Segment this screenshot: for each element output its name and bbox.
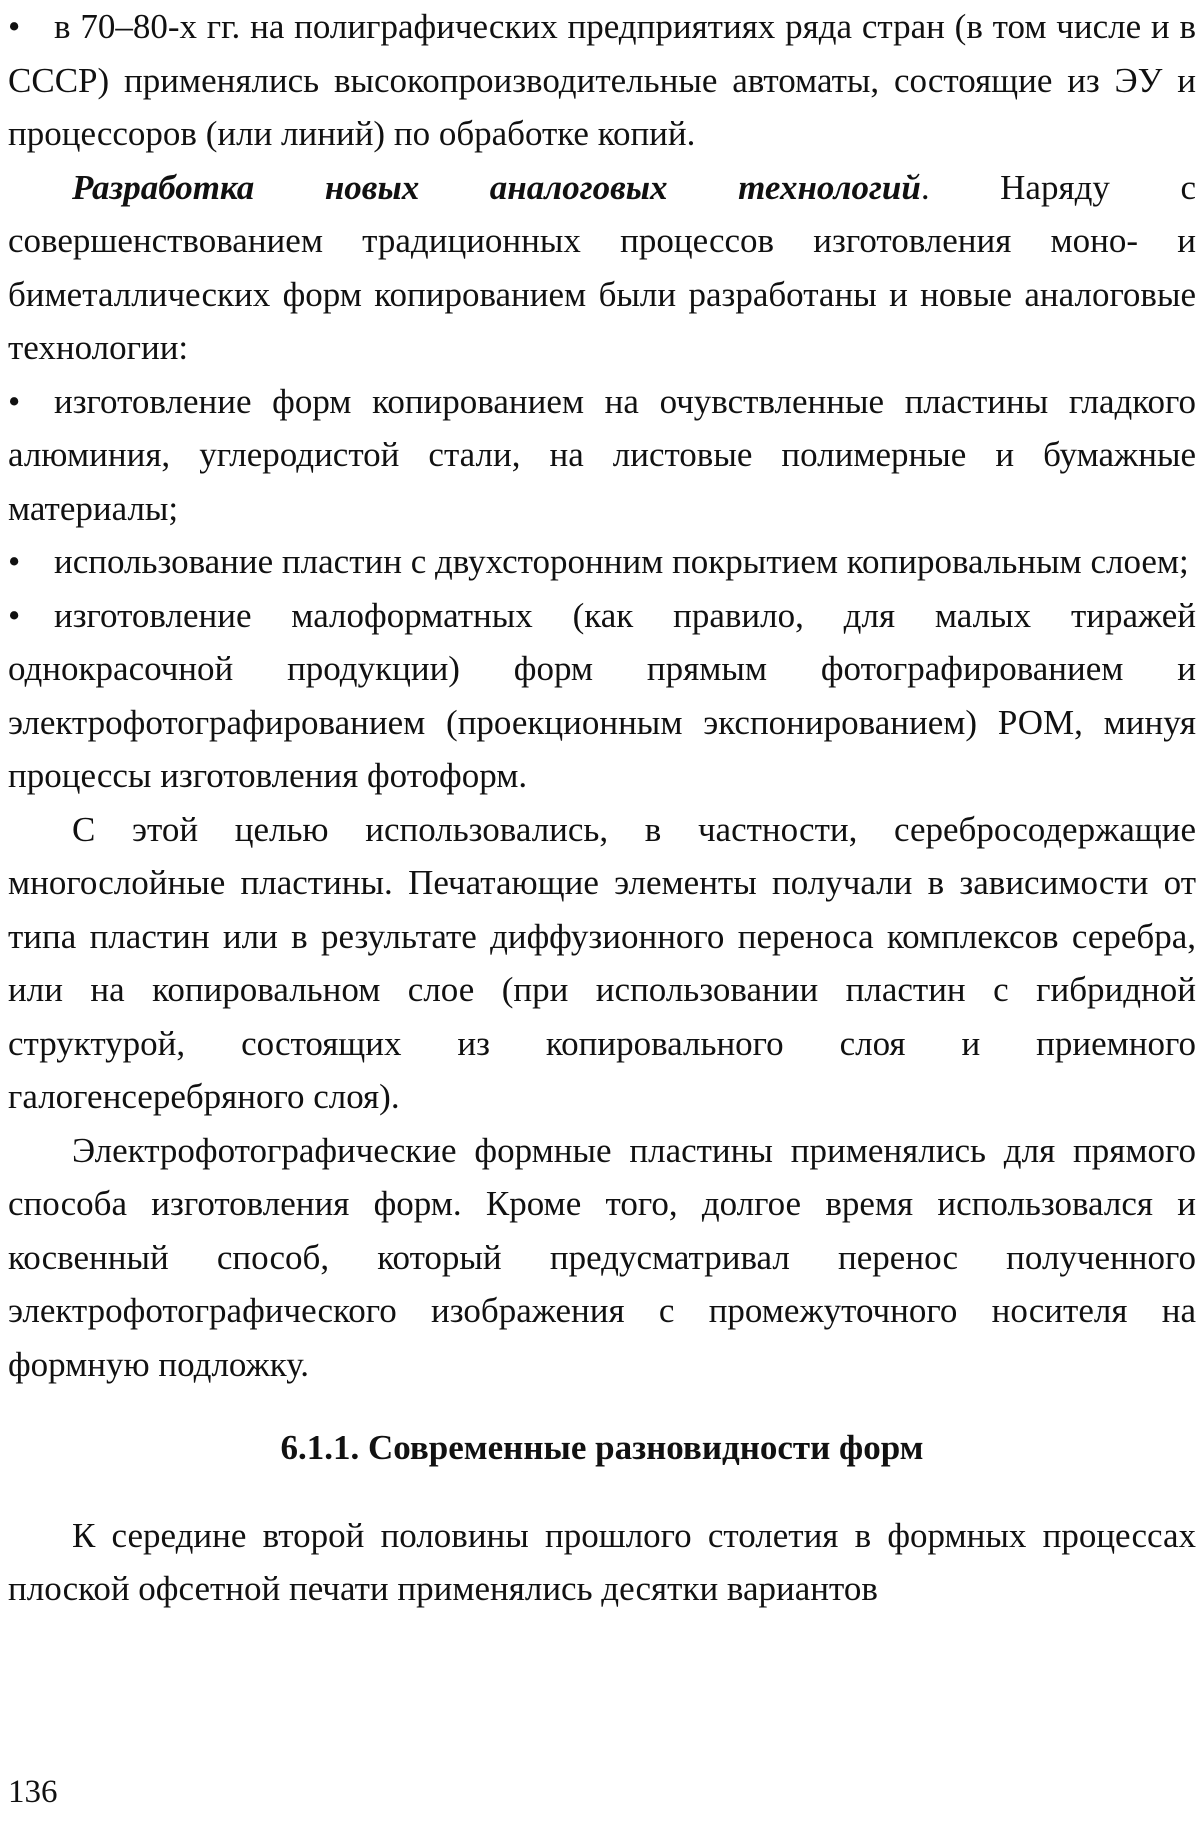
bullet-icon: • [8, 381, 21, 421]
paragraph-silver-plates: С этой целью использовались, в частности, серебросодержащие многослойные пластины. Печатающие элементы получали в зависимости от типа пластин или в результате диффузионного переноса комплексов серебра, или на копировальном слое (при использовании пластин с гибридной структурой, состоящих из копировального слоя и приемного галогенсеребряного слоя). [8, 809, 1196, 1116]
bullet-item-text: изготовление форм копированием на очувствленные пластины гладкого алюминия, углеродистой стали, на листовые полимерные и бумажные материалы; [8, 381, 1196, 528]
page-number: 136 [8, 1774, 58, 1810]
paragraph-analog-technologies [8, 161, 1196, 375]
bullet-item-text: использование пластин с двухсторонним покрытием копировальным слоем; [54, 542, 1189, 581]
bullet-icon: • [8, 595, 21, 635]
bullet-item-copying [8, 375, 1196, 536]
run-in-heading: Разработка новых аналоговых технологий [72, 167, 921, 207]
bullet-item-text: изготовление малоформатных (как правило, для малых тиражей однокрасочной продукции) форм прямым фотографированием и электрофотографированием (проекционным экспонированием) РОМ, минуя процессы изготовления фотоформ. [8, 595, 1196, 795]
bullet-icon: • [8, 7, 21, 46]
paragraph-modern-forms: К середине второй половины прошлого столетия в формных процессах плоской офсетной печати применялись десятки вариантов [8, 1515, 1196, 1608]
bullet-item-small-format [8, 589, 1196, 803]
bullet-item-automation [8, 0, 1196, 161]
paragraph-electrophotographic: Электрофотографические формные пластины применялись для прямого способа изготовления форм. Кроме того, долгое время использовался и косвенный способ, который предусматривал перенос полученного электрофотографического изображения с промежуточного носителя на формную подложку. [8, 1130, 1196, 1384]
bullet-item-text: в 70–80-х гг. на полиграфических предприятиях ряда стран (в том числе и в СССР) применялись высокопроизводительные автоматы, состоящие из ЭУ и процессоров (или линий) по обработке копий. [8, 7, 1196, 153]
document-page [8, 0, 1196, 1616]
bullet-icon: • [8, 542, 21, 581]
section-heading: 6.1.1. Современные разновидности форм [280, 1428, 924, 1467]
bullet-item-double-sided [8, 535, 1196, 589]
paragraph-text: . Наряду с совершенствованием традиционных процессов изготовления моно- и биметаллических форм копированием были разработаны и новые аналоговые технологии: [8, 167, 1196, 367]
